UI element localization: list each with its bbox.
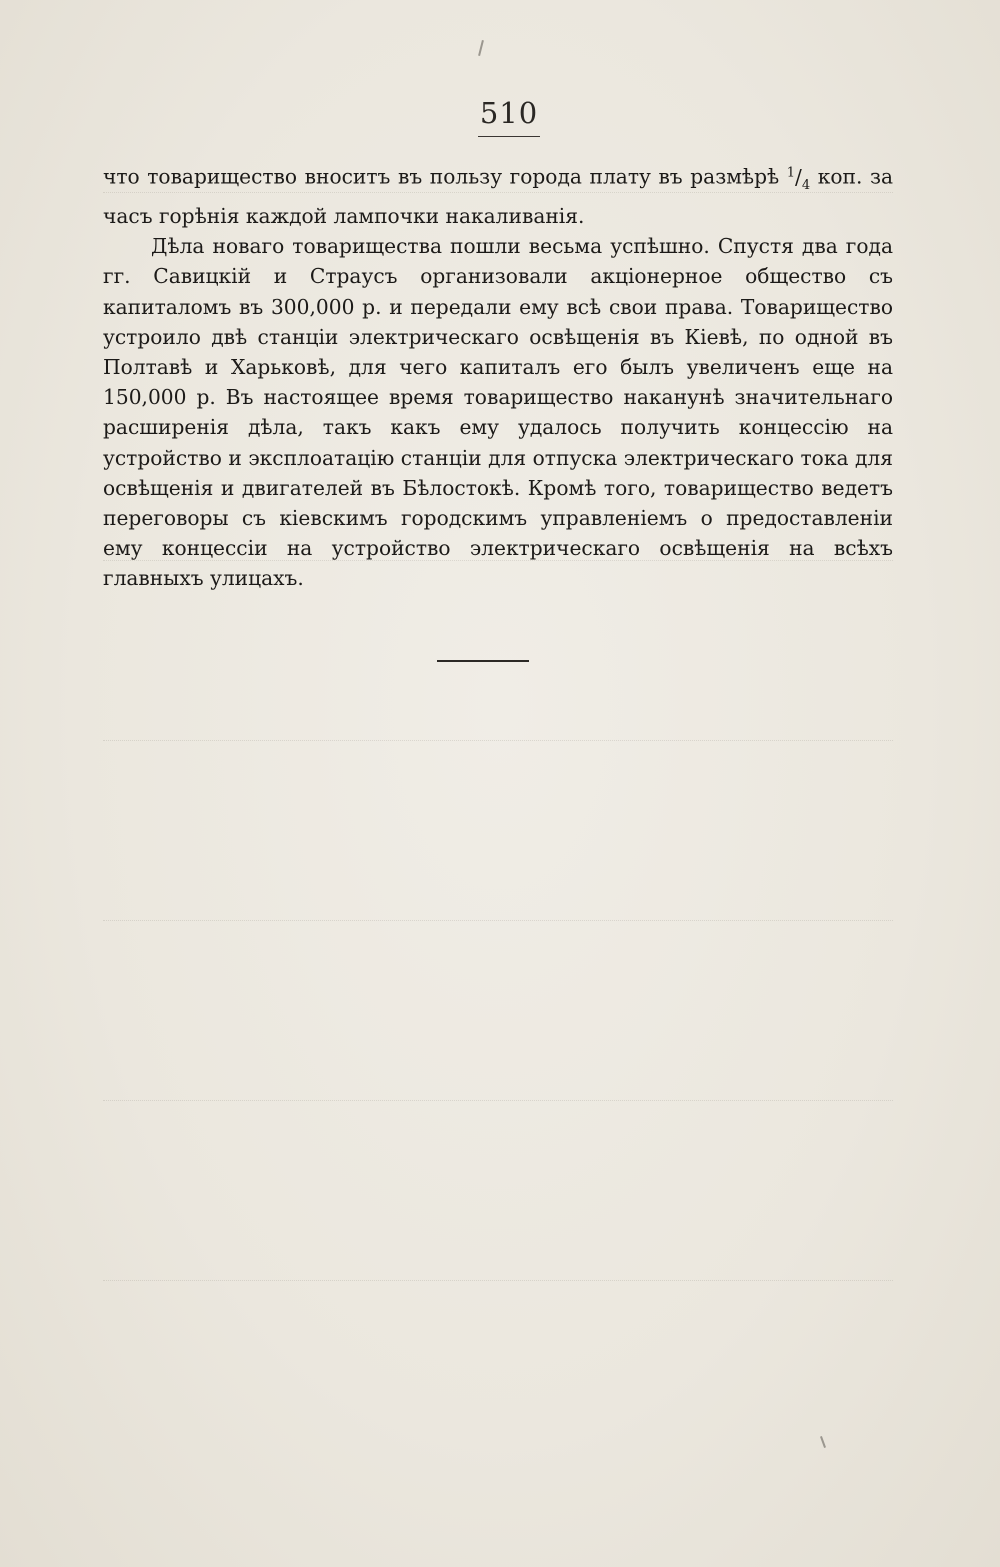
ink-mark bbox=[820, 1436, 826, 1448]
fraction-denominator: 4 bbox=[801, 177, 811, 193]
bleed-through-line bbox=[103, 740, 893, 742]
fraction-numerator: 1 bbox=[786, 165, 796, 180]
section-end-rule bbox=[437, 660, 529, 662]
paragraph-text: что товарищество вноситъ въ пользу города плату въ размѣрѣ bbox=[103, 164, 787, 189]
body-text bbox=[103, 158, 893, 594]
paragraph: Дѣла новаго товарищества пошли весьма успѣшно. Спустя два года гг. Савицкій и Страусъ организовали акціонерное общество съ капиталомъ въ 300,000 р. и передали ему всѣ свои права. Товарищество устроило двѣ станціи электрическаго освѣщенія въ Кіевѣ, по одной въ Полтавѣ и Харьковѣ, для чего капиталъ его былъ увеличенъ еще на 150,000 р. Въ настоящее время товарищество наканунѣ значительнаго расширенія дѣла, такъ какъ ему удалось получить концессію на устройство и эксплоатацію станціи для отпуска электрическаго тока для освѣщенія и двигателей въ Бѣлостокѣ. Кромѣ того, товарищество ведетъ переговоры съ кіевскимъ городскимъ управленіемъ о предоставленіи ему концессіи на устройство электрическаго освѣщенія на всѣхъ главныхъ улицахъ. bbox=[103, 234, 893, 591]
paragraph-text: коп. за часъ горѣнія каждой лампочки накаливанія. bbox=[103, 164, 893, 228]
bleed-through-line bbox=[103, 920, 893, 922]
paragraph bbox=[103, 158, 893, 231]
page-number: 510 bbox=[479, 96, 539, 130]
fraction: $^1/_4$ bbox=[786, 164, 811, 193]
bleed-through-line bbox=[103, 1280, 893, 1282]
ink-mark bbox=[478, 40, 484, 56]
bleed-through-line bbox=[103, 1100, 893, 1102]
page-number-rule bbox=[478, 136, 540, 137]
